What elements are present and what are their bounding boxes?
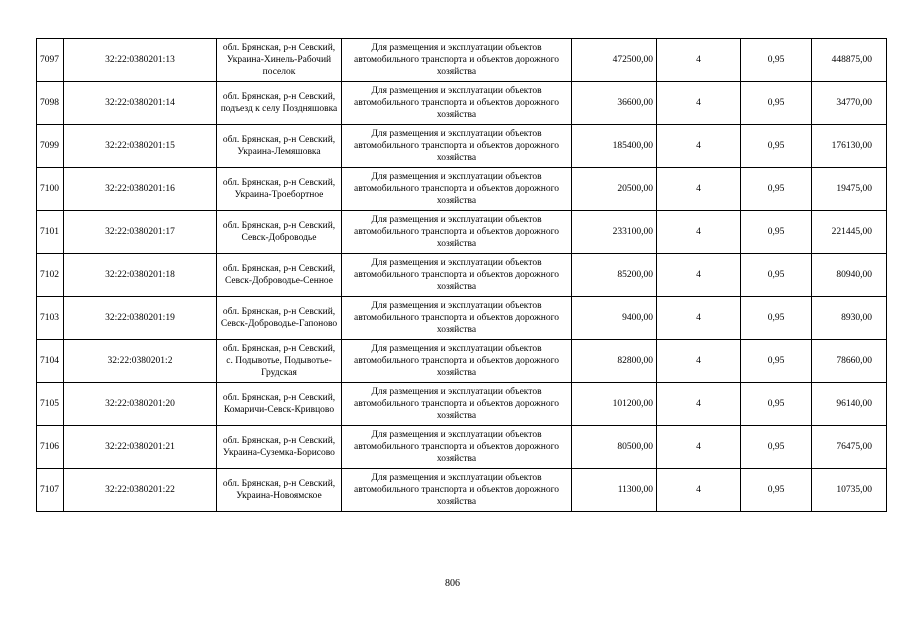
row-number: 7107 — [37, 469, 64, 512]
total-value: 448875,00 — [812, 39, 887, 82]
address-cell: обл. Брянская, р-н Севский, подъезд к селу Поздняшовка — [217, 82, 342, 125]
cadastral-value: 185400,00 — [572, 125, 657, 168]
purpose-cell: Для размещения и эксплуатации объектов автомобильного транспорта и объектов дорожного хозяйства — [342, 168, 572, 211]
row-number: 7102 — [37, 254, 64, 297]
purpose-cell: Для размещения и эксплуатации объектов автомобильного транспорта и объектов дорожного хозяйства — [342, 469, 572, 512]
row-number: 7099 — [37, 125, 64, 168]
coefficient-cell: 0,95 — [741, 39, 812, 82]
table-row — [37, 297, 887, 340]
address-cell: обл. Брянская, р-н Севский, Украина-Хинель-Рабочий поселок — [217, 39, 342, 82]
purpose-cell: Для размещения и эксплуатации объектов автомобильного транспорта и объектов дорожного хозяйства — [342, 426, 572, 469]
row-number: 7106 — [37, 426, 64, 469]
coefficient-cell: 0,95 — [741, 469, 812, 512]
coefficient-cell: 0,95 — [741, 125, 812, 168]
total-value: 176130,00 — [812, 125, 887, 168]
table-row — [37, 383, 887, 426]
cadastral-value: 101200,00 — [572, 383, 657, 426]
purpose-cell: Для размещения и эксплуатации объектов автомобильного транспорта и объектов дорожного хозяйства — [342, 82, 572, 125]
total-value: 10735,00 — [812, 469, 887, 512]
row-number: 7098 — [37, 82, 64, 125]
total-value: 19475,00 — [812, 168, 887, 211]
cadastral-value: 36600,00 — [572, 82, 657, 125]
cadastral-number: 32:22:0380201:13 — [64, 39, 217, 82]
coefficient-cell: 0,95 — [741, 340, 812, 383]
table-row — [37, 469, 887, 512]
coefficient-cell: 0,95 — [741, 82, 812, 125]
total-value: 221445,00 — [812, 211, 887, 254]
group-cell: 4 — [657, 469, 741, 512]
address-cell: обл. Брянская, р-н Севский, Украина-Троебортное — [217, 168, 342, 211]
address-cell: обл. Брянская, р-н Севский, Украина-Суземка-Борисово — [217, 426, 342, 469]
cadastral-number: 32:22:0380201:17 — [64, 211, 217, 254]
cadastral-value: 80500,00 — [572, 426, 657, 469]
cadastral-value: 9400,00 — [572, 297, 657, 340]
table-body — [37, 39, 887, 512]
address-cell: обл. Брянская, р-н Севский, Севск-Доброводье-Гапоново — [217, 297, 342, 340]
table-row — [37, 211, 887, 254]
coefficient-cell: 0,95 — [741, 426, 812, 469]
cadastral-value: 233100,00 — [572, 211, 657, 254]
coefficient-cell: 0,95 — [741, 383, 812, 426]
total-value: 8930,00 — [812, 297, 887, 340]
coefficient-cell: 0,95 — [741, 254, 812, 297]
table — [36, 38, 887, 512]
coefficient-cell: 0,95 — [741, 168, 812, 211]
cadastral-number: 32:22:0380201:21 — [64, 426, 217, 469]
table-row — [37, 39, 887, 82]
cadastral-number: 32:22:0380201:16 — [64, 168, 217, 211]
row-number: 7105 — [37, 383, 64, 426]
group-cell: 4 — [657, 254, 741, 297]
row-number: 7097 — [37, 39, 64, 82]
cadastral-value: 20500,00 — [572, 168, 657, 211]
address-cell: обл. Брянская, р-н Севский, Севск-Доброводье-Сенное — [217, 254, 342, 297]
land-valuation-table — [36, 38, 870, 512]
table-row — [37, 82, 887, 125]
row-number: 7101 — [37, 211, 64, 254]
row-number: 7100 — [37, 168, 64, 211]
table-row — [37, 168, 887, 211]
purpose-cell: Для размещения и эксплуатации объектов автомобильного транспорта и объектов дорожного хозяйства — [342, 297, 572, 340]
purpose-cell: Для размещения и эксплуатации объектов автомобильного транспорта и объектов дорожного хозяйства — [342, 383, 572, 426]
total-value: 76475,00 — [812, 426, 887, 469]
group-cell: 4 — [657, 297, 741, 340]
group-cell: 4 — [657, 426, 741, 469]
table-row — [37, 125, 887, 168]
cadastral-value: 82800,00 — [572, 340, 657, 383]
total-value: 80940,00 — [812, 254, 887, 297]
group-cell: 4 — [657, 125, 741, 168]
group-cell: 4 — [657, 211, 741, 254]
table-row — [37, 254, 887, 297]
coefficient-cell: 0,95 — [741, 211, 812, 254]
cadastral-value: 11300,00 — [572, 469, 657, 512]
cadastral-number: 32:22:0380201:20 — [64, 383, 217, 426]
coefficient-cell: 0,95 — [741, 297, 812, 340]
address-cell: обл. Брянская, р-н Севский, Украина-Новоямское — [217, 469, 342, 512]
group-cell: 4 — [657, 168, 741, 211]
address-cell: обл. Брянская, р-н Севский, Севск-Доброводье — [217, 211, 342, 254]
address-cell: обл. Брянская, р-н Севский, Комаричи-Севск-Кривцово — [217, 383, 342, 426]
total-value: 96140,00 — [812, 383, 887, 426]
cadastral-number: 32:22:0380201:19 — [64, 297, 217, 340]
cadastral-number: 32:22:0380201:2 — [64, 340, 217, 383]
cadastral-number: 32:22:0380201:22 — [64, 469, 217, 512]
group-cell: 4 — [657, 340, 741, 383]
row-number: 7103 — [37, 297, 64, 340]
table-row — [37, 426, 887, 469]
row-number: 7104 — [37, 340, 64, 383]
total-value: 34770,00 — [812, 82, 887, 125]
group-cell: 4 — [657, 82, 741, 125]
group-cell: 4 — [657, 383, 741, 426]
purpose-cell: Для размещения и эксплуатации объектов автомобильного транспорта и объектов дорожного хозяйства — [342, 125, 572, 168]
address-cell: обл. Брянская, р-н Севский, с. Подывотье, Подывотье-Грудская — [217, 340, 342, 383]
purpose-cell: Для размещения и эксплуатации объектов автомобильного транспорта и объектов дорожного хозяйства — [342, 340, 572, 383]
address-cell: обл. Брянская, р-н Севский, Украина-Лемяшовка — [217, 125, 342, 168]
cadastral-number: 32:22:0380201:18 — [64, 254, 217, 297]
cadastral-number: 32:22:0380201:14 — [64, 82, 217, 125]
table-row — [37, 340, 887, 383]
purpose-cell: Для размещения и эксплуатации объектов автомобильного транспорта и объектов дорожного хозяйства — [342, 39, 572, 82]
group-cell: 4 — [657, 39, 741, 82]
cadastral-number: 32:22:0380201:15 — [64, 125, 217, 168]
cadastral-value: 472500,00 — [572, 39, 657, 82]
purpose-cell: Для размещения и эксплуатации объектов автомобильного транспорта и объектов дорожного хозяйства — [342, 254, 572, 297]
total-value: 78660,00 — [812, 340, 887, 383]
purpose-cell: Для размещения и эксплуатации объектов автомобильного транспорта и объектов дорожного хозяйства — [342, 211, 572, 254]
cadastral-value: 85200,00 — [572, 254, 657, 297]
page-number: 806 — [445, 578, 460, 589]
